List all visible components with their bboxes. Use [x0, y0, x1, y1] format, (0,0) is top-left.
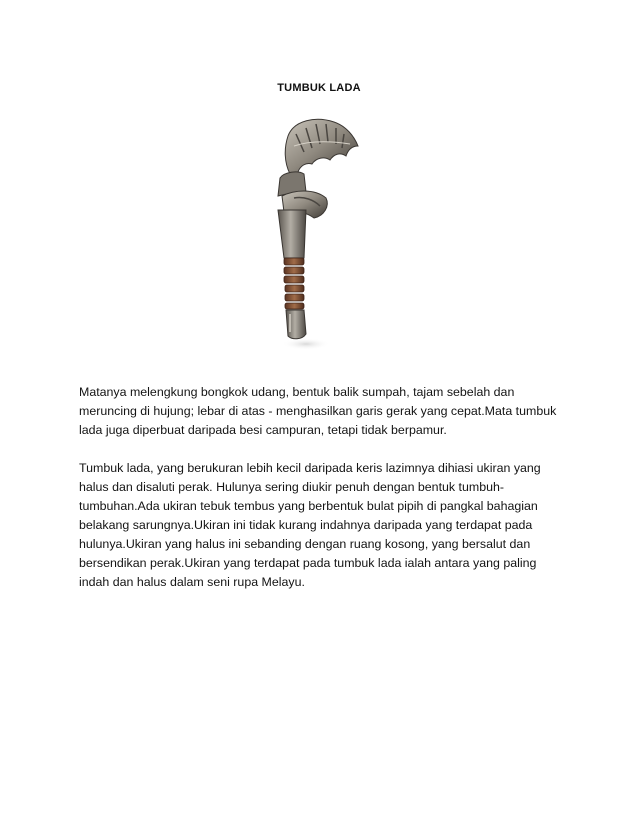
paragraph-line: belakang sarungnya.Ukiran ini tidak kurang indahnya daripada yang terdapat pada — [79, 518, 533, 532]
paragraph-line: tumbuhan.Ada ukiran tebuk tembus yang berbentuk bulat pipih di pangkal bahagian — [79, 499, 538, 513]
paragraph-line: hulunya.Ukiran yang halus ini sebanding dengan ruang kosong, yang bersalut dan — [79, 537, 531, 551]
tumbuk-lada-dagger-icon — [254, 112, 374, 352]
paragraph-description — [79, 383, 569, 440]
page-title: TUMBUK LADA — [277, 82, 361, 94]
paragraph-line: halus dan disaluti perak. Hulunya sering diukir penuh dengan bentuk tumbuh- — [79, 480, 505, 494]
tumbuk-lada-figure — [254, 112, 374, 352]
paragraph-line: Tumbuk lada, yang berukuran lebih kecil daripada keris lazimnya dihiasi ukiran yang — [79, 461, 541, 475]
paragraph-line: indah dan halus dalam seni rupa Melayu. — [79, 575, 305, 589]
paragraph-line: meruncing di hujung; lebar di atas - menghasilkan garis gerak yang cepat.Mata tumbuk — [79, 404, 557, 418]
paragraph-details — [79, 459, 569, 592]
paragraph-line: lada juga diperbuat daripada besi campuran, tetapi tidak berpamur. — [79, 423, 447, 437]
paragraph-line: bersendikan perak.Ukiran yang terdapat pada tumbuk lada ialah antara yang paling — [79, 556, 537, 570]
paragraph-line: Matanya melengkung bongkok udang, bentuk balik sumpah, tajam sebelah dan — [79, 385, 515, 399]
